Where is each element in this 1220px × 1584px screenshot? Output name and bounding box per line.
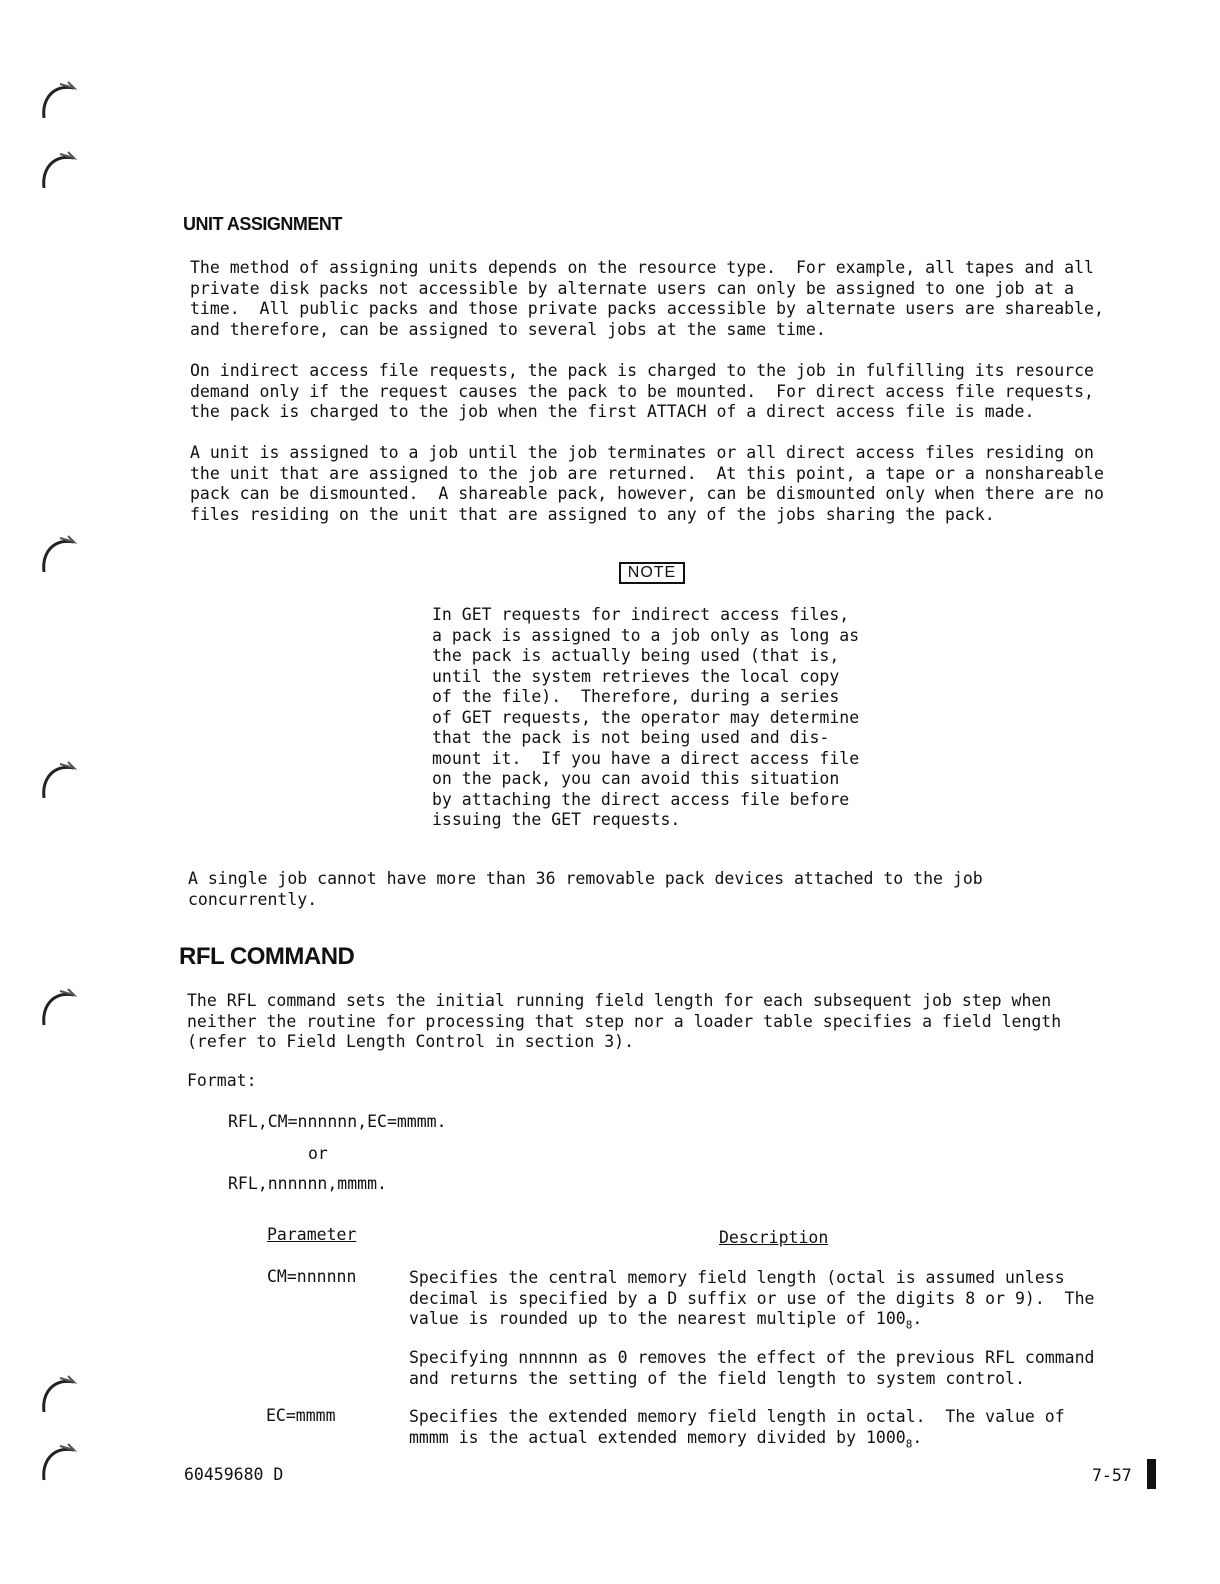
format-or: or	[308, 1144, 328, 1163]
format-syntax-keyword: RFL,CM=nnnnnn,EC=mmmm.	[228, 1112, 447, 1131]
footer-doc-number: 60459680 D	[184, 1465, 284, 1484]
param-desc-cm: Specifies the central memory field length (octal is assumed unless decimal is specified by a D suffix or use of the digits 8 or 9). The value is rounded up to the nearest multiple of $100_8$.	[409, 1268, 1095, 1332]
table-header-parameter: Parameter	[267, 1225, 357, 1244]
format-label: Format:	[187, 1071, 257, 1090]
param-desc-ec: Specifies the extended memory field length in octal. The value of mmmm is the actual extended memory divided by $1000_8$.	[409, 1407, 1065, 1450]
param-desc-cm-zero: Specifying nnnnnn as 0 removes the effect of the previous RFL command and returns the setting of the field length to system control.	[409, 1348, 1095, 1388]
param-name-ec: EC=mmmm	[266, 1406, 336, 1425]
binder-hole-mark	[38, 78, 82, 122]
binder-hole-mark	[38, 1372, 82, 1416]
format-syntax-positional: RFL,nnnnnn,mmmm.	[228, 1174, 387, 1193]
paragraph-single-job: A single job cannot have more than 36 removable pack devices attached to the job concurrently.	[188, 869, 983, 909]
paragraph-rfl-intro: The RFL command sets the initial running field length for each subsequent job step when neither the routine for processing that step nor a loader table specifies a field length (refer to Field Length Control in section 3).	[187, 991, 1062, 1051]
note-label: NOTE	[619, 562, 685, 584]
binder-hole-mark	[38, 758, 82, 802]
change-bar	[1147, 1459, 1156, 1489]
footer-page-number: 7-57	[1092, 1466, 1132, 1485]
note-text: In GET requests for indirect access files, a pack is assigned to a job only as long as the pack is actually being used (that is, until the system retrieves the local copy of the file). Therefore, during a series of GET requests, the operator may determine that the pack is not being used and dis- mount it. If you have a direct access file on the pack, you can avoid this situation by attaching the direct access file before issuing the GET requests.	[432, 605, 860, 829]
binder-hole-mark	[38, 985, 82, 1029]
paragraph-unit-assigned: A unit is assigned to a job until the job terminates or all direct access files residing on the unit that are assigned to the job are returned. At this point, a tape or a nonshareable pack can be dismounted. A shareable pack, however, can be dismounted only when there are no files residing on the unit that are assigned to any of the jobs sharing the pack.	[190, 443, 1104, 524]
section-heading-unit-assignment: UNIT ASSIGNMENT	[183, 214, 342, 234]
binder-hole-mark	[38, 532, 82, 576]
paragraph-indirect-access: On indirect access file requests, the pack is charged to the job in fulfilling its resource demand only if the request causes the pack to be mounted. For direct access file requests, the pack is charged to the job when the first ATTACH of a direct access file is made.	[190, 361, 1094, 421]
section-heading-rfl-command: RFL COMMAND	[179, 943, 355, 970]
param-name-cm: CM=nnnnnn	[267, 1267, 357, 1286]
paragraph-unit-method: The method of assigning units depends on the resource type. For example, all tapes and all private disk packs not accessible by alternate users can only be assigned to one job at a time. All public packs and those private packs accessible by alternate users are shareable, and therefore, can be assigned to several jobs at the same time.	[190, 258, 1104, 339]
binder-hole-mark	[38, 1440, 82, 1484]
table-header-description: Description	[719, 1228, 829, 1247]
binder-hole-mark	[38, 148, 82, 192]
